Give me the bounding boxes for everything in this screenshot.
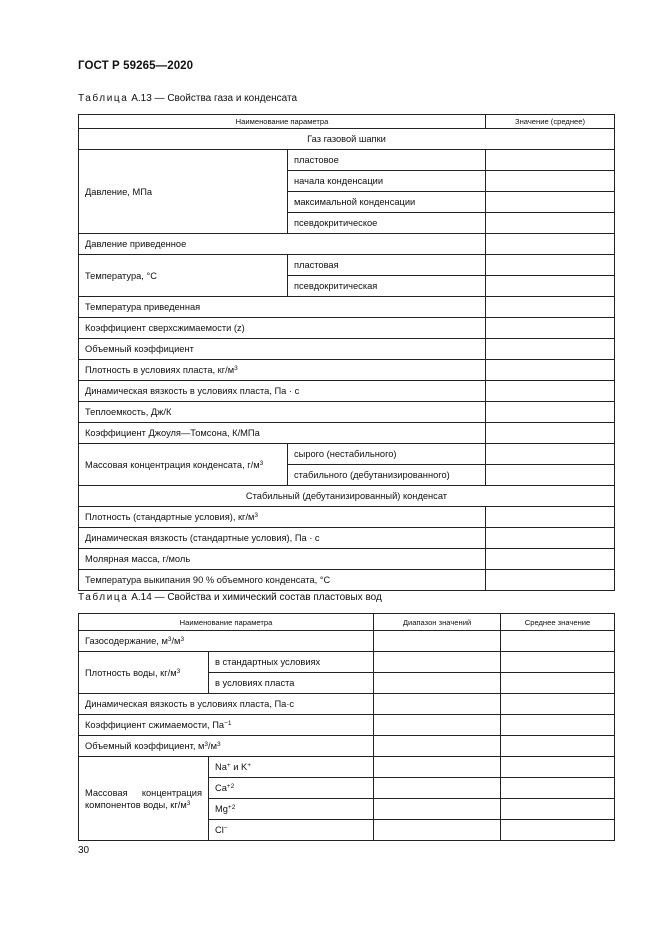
param-molar-mass: Молярная масса, г/моль	[79, 549, 486, 570]
param-water-density	[79, 652, 209, 694]
param-sub: начала конденсации	[288, 171, 486, 192]
value-cell	[501, 652, 615, 673]
param-vol-coef-text: Объемный коэффициент, м	[85, 741, 205, 751]
table-row	[79, 339, 615, 360]
param-mass-concentration-text: Массовая концентрация конденсата, г/м	[85, 459, 260, 470]
table-row	[79, 736, 615, 757]
value-cell	[374, 715, 501, 736]
value-cell	[486, 318, 615, 339]
value-cell	[501, 799, 615, 820]
value-cell	[501, 757, 615, 778]
value-cell	[374, 694, 501, 715]
param-sub: псевдокритическое	[288, 213, 486, 234]
table-row	[79, 444, 615, 465]
param-pressure: Давление, МПа	[79, 150, 288, 234]
column-header-param: Наименование параметра	[79, 115, 486, 129]
ion-cell	[209, 820, 374, 841]
value-cell	[486, 297, 615, 318]
ion-cell	[209, 757, 374, 778]
ion-symbol: Cl	[215, 825, 224, 835]
superscript: 3	[176, 667, 181, 675]
value-cell	[486, 339, 615, 360]
table-header-row	[79, 115, 615, 129]
superscript: +	[247, 762, 252, 769]
param-sub: пластовая	[288, 255, 486, 276]
table-row	[79, 318, 615, 339]
table-row	[79, 360, 615, 381]
param-heat-capacity: Теплоемкость, Дж/К	[79, 402, 486, 423]
table-row	[79, 255, 615, 276]
param-vol-coef-unit: /м	[208, 741, 218, 751]
value-cell	[374, 778, 501, 799]
table-row	[79, 631, 615, 652]
section-title-condensate: Стабильный (дебутанизированный) конденсат	[79, 486, 615, 507]
value-cell	[486, 465, 615, 486]
param-water-density-text: Плотность воды, кг/м	[85, 667, 177, 678]
ion-cell	[209, 778, 374, 799]
param-water-components-text: Массовая концентрация компонентов воды, кг/м	[85, 787, 202, 810]
param-gas-content	[79, 631, 374, 652]
table-row	[79, 297, 615, 318]
param-pressure-reduced: Давление приведенное	[79, 234, 486, 255]
superscript: −	[223, 825, 228, 832]
table-row	[79, 694, 615, 715]
value-cell	[501, 673, 615, 694]
column-header-range: Диапазон значений	[374, 614, 501, 631]
param-sub: стабильного (дебутанизированного)	[288, 465, 486, 486]
value-cell	[486, 192, 615, 213]
value-cell	[486, 381, 615, 402]
value-cell	[486, 255, 615, 276]
superscript: 3	[204, 741, 209, 748]
param-compressibility: Коэффициент сверхсжимаемости (z)	[79, 318, 486, 339]
table-row	[79, 234, 615, 255]
table-row	[79, 507, 615, 528]
table14-caption	[78, 592, 382, 603]
value-cell	[501, 778, 615, 799]
value-cell	[486, 444, 615, 465]
superscript: 3	[254, 512, 259, 519]
superscript: −1	[224, 720, 232, 727]
table-row	[79, 652, 615, 673]
param-viscosity: Динамическая вязкость в условиях пласта, Па · с	[79, 381, 486, 402]
table-row	[79, 150, 615, 171]
ion-symbol: Mg	[215, 804, 228, 814]
table14-caption-title: А.14 — Свойства и химический состав пластовых вод	[128, 592, 382, 603]
superscript: +2	[226, 783, 235, 790]
value-cell	[486, 276, 615, 297]
section-row	[79, 129, 615, 150]
param-vol-coef	[79, 736, 374, 757]
param-dyn-viscosity: Динамическая вязкость в условиях пласта, Па·с	[79, 694, 374, 715]
value-cell	[486, 150, 615, 171]
param-density-text: Плотность в условиях пласта, кг/м	[85, 365, 235, 375]
value-cell	[374, 631, 501, 652]
table13-caption-word: Таблица	[78, 93, 129, 104]
param-temperature: Температура, °С	[79, 255, 288, 297]
param-volume-coef: Объемный коэффициент	[79, 339, 486, 360]
value-cell	[501, 631, 615, 652]
superscript: 3	[186, 799, 191, 807]
param-sub: пластовое	[288, 150, 486, 171]
ion-symbol: Ca	[215, 783, 227, 793]
value-cell	[501, 820, 615, 841]
superscript: 3	[167, 636, 172, 643]
value-cell	[501, 736, 615, 757]
ion-connector: и K	[230, 762, 248, 772]
superscript: +2	[227, 804, 236, 811]
param-std-density-text: Плотность (стандартные условия), кг/м	[85, 512, 255, 522]
param-mass-concentration	[79, 444, 288, 486]
param-sub: псевдокритическая	[288, 276, 486, 297]
value-cell	[486, 402, 615, 423]
page-number: 30	[78, 845, 90, 856]
param-compress-coef	[79, 715, 374, 736]
param-sub: в стандартных условиях	[209, 652, 374, 673]
table-row	[79, 528, 615, 549]
value-cell	[374, 820, 501, 841]
table-row	[79, 381, 615, 402]
ion-symbol: Na	[215, 762, 227, 772]
document-header: ГОСТ Р 59265—2020	[78, 60, 194, 72]
table13-caption-title: А.13 — Свойства газа и конденсата	[128, 93, 298, 104]
column-header-value: Значение (среднее)	[486, 115, 615, 129]
param-gas-content-text: Газосодержание, м	[85, 636, 168, 646]
param-temperature-reduced: Температура приведенная	[79, 297, 486, 318]
section-row	[79, 486, 615, 507]
table-row	[79, 402, 615, 423]
value-cell	[374, 799, 501, 820]
table14-caption-word: Таблица	[78, 592, 129, 603]
table-row	[79, 715, 615, 736]
value-cell	[374, 757, 501, 778]
value-cell	[374, 736, 501, 757]
param-joule-thomson: Коэффициент Джоуля—Томсона, К/МПа	[79, 423, 486, 444]
superscript: +	[226, 762, 231, 769]
param-boiling-temp: Температура выкипания 90 % объемного конденсата, °С	[79, 570, 486, 591]
value-cell	[486, 423, 615, 444]
table-row	[79, 570, 615, 591]
superscript: 3	[217, 741, 221, 748]
param-gas-content-unit: /м	[171, 636, 181, 646]
table-a13	[78, 114, 615, 591]
param-std-density	[79, 507, 486, 528]
value-cell	[486, 171, 615, 192]
value-cell	[374, 652, 501, 673]
value-cell	[486, 507, 615, 528]
value-cell	[486, 213, 615, 234]
value-cell	[486, 234, 615, 255]
column-header-param: Наименование параметра	[79, 614, 374, 631]
ion-cell	[209, 799, 374, 820]
table-row	[79, 757, 615, 778]
param-std-viscosity: Динамическая вязкость (стандартные условия), Па · с	[79, 528, 486, 549]
param-density	[79, 360, 486, 381]
param-sub: максимальной конденсации	[288, 192, 486, 213]
table-header-row	[79, 614, 615, 631]
value-cell	[501, 694, 615, 715]
table-row	[79, 549, 615, 570]
superscript: 3	[259, 459, 264, 467]
column-header-average: Среднее значение	[501, 614, 615, 631]
param-water-components	[79, 757, 209, 841]
value-cell	[486, 528, 615, 549]
superscript: 3	[234, 365, 238, 372]
value-cell	[501, 715, 615, 736]
param-sub: в условиях пласта	[209, 673, 374, 694]
param-compress-coef-text: Коэффициент сжимаемости, Па	[85, 720, 225, 730]
value-cell	[486, 360, 615, 381]
table-a14	[78, 613, 615, 841]
table-row	[79, 423, 615, 444]
value-cell	[486, 549, 615, 570]
superscript: 3	[180, 636, 185, 643]
section-title-gas-cap: Газ газовой шапки	[79, 129, 615, 150]
value-cell	[374, 673, 501, 694]
param-sub: сырого (нестабильного)	[288, 444, 486, 465]
table13-caption	[78, 93, 297, 104]
value-cell	[486, 570, 615, 591]
